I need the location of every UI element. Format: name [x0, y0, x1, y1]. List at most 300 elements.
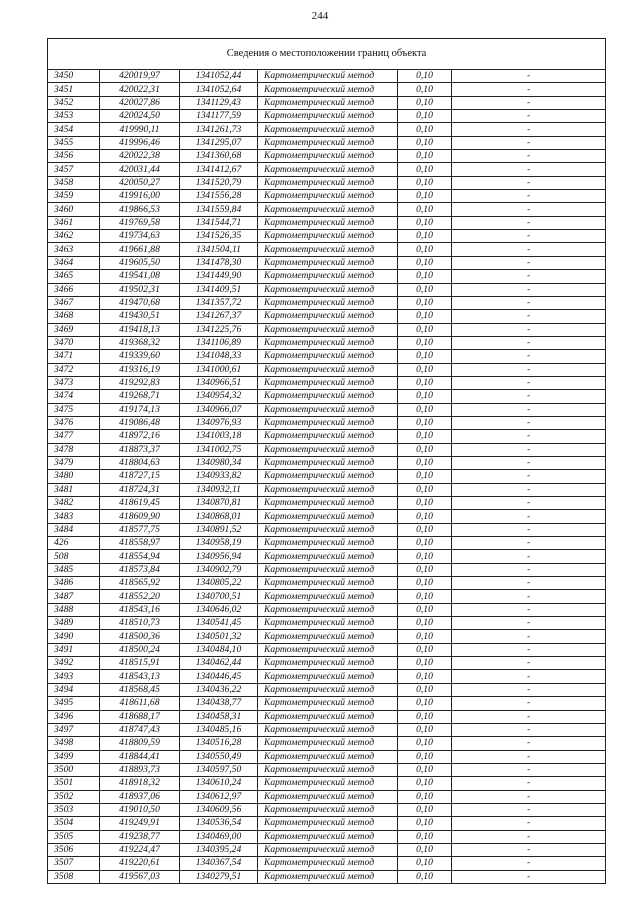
- table-row: [48, 416, 606, 429]
- method-cell: Картометрический метод: [258, 283, 398, 296]
- method-cell: Картометрический метод: [258, 617, 398, 630]
- method-cell: Картометрический метод: [258, 296, 398, 309]
- description-cell: -: [452, 310, 606, 323]
- coord-x-cell: 418500,36: [100, 630, 180, 643]
- table-row: [48, 310, 606, 323]
- coord-y-cell: 1340976,93: [180, 416, 258, 429]
- accuracy-cell: 0,10: [398, 243, 452, 256]
- coord-x-cell: 419292,83: [100, 376, 180, 389]
- point-number-cell: 3457: [48, 163, 100, 176]
- point-number-cell: 3475: [48, 403, 100, 416]
- coord-y-cell: 1341129,43: [180, 96, 258, 109]
- table-row: [48, 697, 606, 710]
- point-number-cell: 3494: [48, 683, 100, 696]
- description-cell: -: [452, 363, 606, 376]
- table-row: [48, 256, 606, 269]
- coord-x-cell: 419916,00: [100, 190, 180, 203]
- coord-y-cell: 1340612,97: [180, 790, 258, 803]
- description-cell: -: [452, 790, 606, 803]
- point-number-cell: 3467: [48, 296, 100, 309]
- accuracy-cell: 0,10: [398, 96, 452, 109]
- method-cell: Картометрический метод: [258, 403, 398, 416]
- coord-y-cell: 1341409,51: [180, 283, 258, 296]
- method-cell: Картометрический метод: [258, 243, 398, 256]
- table-row: [48, 216, 606, 229]
- accuracy-cell: 0,10: [398, 150, 452, 163]
- method-cell: Картометрический метод: [258, 630, 398, 643]
- method-cell: Картометрический метод: [258, 83, 398, 96]
- accuracy-cell: 0,10: [398, 310, 452, 323]
- point-number-cell: 3501: [48, 777, 100, 790]
- accuracy-cell: 0,10: [398, 443, 452, 456]
- accuracy-cell: 0,10: [398, 870, 452, 883]
- table-row: [48, 163, 606, 176]
- coord-x-cell: 418918,32: [100, 777, 180, 790]
- table-row: [48, 203, 606, 216]
- coord-y-cell: 1341225,76: [180, 323, 258, 336]
- point-number-cell: 3452: [48, 96, 100, 109]
- coord-x-cell: 419605,50: [100, 256, 180, 269]
- coord-y-cell: 1340446,45: [180, 670, 258, 683]
- table-row: [48, 683, 606, 696]
- accuracy-cell: 0,10: [398, 83, 452, 96]
- method-cell: Картометрический метод: [258, 603, 398, 616]
- table-row: [48, 190, 606, 203]
- accuracy-cell: 0,10: [398, 123, 452, 136]
- boundary-table-body: [48, 39, 606, 884]
- table-row: [48, 176, 606, 189]
- point-number-cell: 3478: [48, 443, 100, 456]
- method-cell: Картометрический метод: [258, 163, 398, 176]
- accuracy-cell: 0,10: [398, 617, 452, 630]
- method-cell: Картометрический метод: [258, 470, 398, 483]
- description-cell: -: [452, 203, 606, 216]
- point-number-cell: 3495: [48, 697, 100, 710]
- table-row: [48, 403, 606, 416]
- coord-x-cell: 418972,16: [100, 430, 180, 443]
- description-cell: -: [452, 390, 606, 403]
- coord-y-cell: 1341357,72: [180, 296, 258, 309]
- table-row: [48, 83, 606, 96]
- coord-y-cell: 1340458,31: [180, 710, 258, 723]
- accuracy-cell: 0,10: [398, 296, 452, 309]
- table-row: [48, 843, 606, 856]
- coord-y-cell: 1340956,94: [180, 550, 258, 563]
- table-row: [48, 123, 606, 136]
- description-cell: -: [452, 857, 606, 870]
- page-number: 244: [311, 10, 329, 22]
- coord-y-cell: 1341526,35: [180, 230, 258, 243]
- coord-x-cell: 418515,91: [100, 657, 180, 670]
- table-row: [48, 563, 606, 576]
- description-cell: -: [452, 803, 606, 816]
- point-number-cell: 3496: [48, 710, 100, 723]
- table-row: [48, 70, 606, 83]
- accuracy-cell: 0,10: [398, 817, 452, 830]
- description-cell: -: [452, 750, 606, 763]
- coord-x-cell: 419866,53: [100, 203, 180, 216]
- point-number-cell: 3507: [48, 857, 100, 870]
- coord-x-cell: 419238,77: [100, 830, 180, 843]
- point-number-cell: 3477: [48, 430, 100, 443]
- description-cell: -: [452, 70, 606, 83]
- accuracy-cell: 0,10: [398, 697, 452, 710]
- method-cell: Картометрический метод: [258, 256, 398, 269]
- description-cell: -: [452, 763, 606, 776]
- description-cell: -: [452, 683, 606, 696]
- point-number-cell: 3493: [48, 670, 100, 683]
- point-number-cell: 508: [48, 550, 100, 563]
- method-cell: Картометрический метод: [258, 537, 398, 550]
- coord-x-cell: 419010,50: [100, 803, 180, 816]
- table-row: [48, 230, 606, 243]
- coord-x-cell: 418747,43: [100, 723, 180, 736]
- coord-y-cell: 1341559,84: [180, 203, 258, 216]
- description-cell: -: [452, 617, 606, 630]
- description-cell: -: [452, 563, 606, 576]
- coord-y-cell: 1340805,22: [180, 577, 258, 590]
- method-cell: Картометрический метод: [258, 190, 398, 203]
- method-cell: Картометрический метод: [258, 803, 398, 816]
- coord-y-cell: 1340484,10: [180, 643, 258, 656]
- point-number-cell: 3484: [48, 523, 100, 536]
- table-row: [48, 643, 606, 656]
- coord-y-cell: 1341544,71: [180, 216, 258, 229]
- coord-x-cell: 418568,45: [100, 683, 180, 696]
- method-cell: Картометрический метод: [258, 710, 398, 723]
- coord-x-cell: 419734,63: [100, 230, 180, 243]
- point-number-cell: 3460: [48, 203, 100, 216]
- accuracy-cell: 0,10: [398, 630, 452, 643]
- method-cell: Картометрический метод: [258, 577, 398, 590]
- coord-y-cell: 1341003,18: [180, 430, 258, 443]
- coord-y-cell: 1340966,07: [180, 403, 258, 416]
- table-row: [48, 136, 606, 149]
- point-number-cell: 3489: [48, 617, 100, 630]
- coord-y-cell: 1340891,52: [180, 523, 258, 536]
- method-cell: Картометрический метод: [258, 763, 398, 776]
- description-cell: -: [452, 190, 606, 203]
- point-number-cell: 3498: [48, 737, 100, 750]
- coord-x-cell: 419541,08: [100, 270, 180, 283]
- table-row: [48, 497, 606, 510]
- coord-y-cell: 1341295,07: [180, 136, 258, 149]
- description-cell: -: [452, 550, 606, 563]
- coord-x-cell: 418609,90: [100, 510, 180, 523]
- description-cell: -: [452, 416, 606, 429]
- accuracy-cell: 0,10: [398, 390, 452, 403]
- coord-x-cell: 418727,15: [100, 470, 180, 483]
- accuracy-cell: 0,10: [398, 483, 452, 496]
- method-cell: Картометрический метод: [258, 96, 398, 109]
- description-cell: -: [452, 523, 606, 536]
- coord-y-cell: 1340469,00: [180, 830, 258, 843]
- method-cell: Картометрический метод: [258, 70, 398, 83]
- accuracy-cell: 0,10: [398, 710, 452, 723]
- table-row: [48, 350, 606, 363]
- table-row: [48, 577, 606, 590]
- description-cell: -: [452, 136, 606, 149]
- method-cell: Картометрический метод: [258, 870, 398, 883]
- method-cell: Картометрический метод: [258, 230, 398, 243]
- coord-y-cell: 1340462,44: [180, 657, 258, 670]
- table-row: [48, 603, 606, 616]
- point-number-cell: 3466: [48, 283, 100, 296]
- point-number-cell: 3506: [48, 843, 100, 856]
- table-row: [48, 803, 606, 816]
- description-cell: -: [452, 456, 606, 469]
- coord-y-cell: 1341520,79: [180, 176, 258, 189]
- table-row: [48, 483, 606, 496]
- point-number-cell: 3502: [48, 790, 100, 803]
- coord-x-cell: 419990,11: [100, 123, 180, 136]
- table-row: [48, 657, 606, 670]
- table-row: [48, 443, 606, 456]
- accuracy-cell: 0,10: [398, 283, 452, 296]
- method-cell: Картометрический метод: [258, 216, 398, 229]
- description-cell: -: [452, 403, 606, 416]
- description-cell: -: [452, 710, 606, 723]
- description-cell: -: [452, 723, 606, 736]
- coord-y-cell: 1340980,34: [180, 456, 258, 469]
- description-cell: -: [452, 470, 606, 483]
- coord-x-cell: 419996,46: [100, 136, 180, 149]
- method-cell: Картометрический метод: [258, 510, 398, 523]
- description-cell: -: [452, 336, 606, 349]
- point-number-cell: 3486: [48, 577, 100, 590]
- table-row: [48, 336, 606, 349]
- method-cell: Картометрический метод: [258, 483, 398, 496]
- method-cell: Картометрический метод: [258, 376, 398, 389]
- table-row: [48, 857, 606, 870]
- coord-y-cell: 1340485,16: [180, 723, 258, 736]
- point-number-cell: 3491: [48, 643, 100, 656]
- accuracy-cell: 0,10: [398, 643, 452, 656]
- coord-x-cell: 419567,03: [100, 870, 180, 883]
- coord-y-cell: 1340870,81: [180, 497, 258, 510]
- point-number-cell: 3499: [48, 750, 100, 763]
- accuracy-cell: 0,10: [398, 550, 452, 563]
- coord-x-cell: 419470,68: [100, 296, 180, 309]
- table-row: [48, 710, 606, 723]
- point-number-cell: 3462: [48, 230, 100, 243]
- coord-y-cell: 1341106,89: [180, 336, 258, 349]
- point-number-cell: 3479: [48, 456, 100, 469]
- accuracy-cell: 0,10: [398, 510, 452, 523]
- method-cell: Картометрический метод: [258, 310, 398, 323]
- table-row: [48, 537, 606, 550]
- point-number-cell: 3480: [48, 470, 100, 483]
- point-number-cell: 3464: [48, 256, 100, 269]
- coord-y-cell: 1341261,73: [180, 123, 258, 136]
- accuracy-cell: 0,10: [398, 603, 452, 616]
- coord-y-cell: 1341478,30: [180, 256, 258, 269]
- description-cell: -: [452, 510, 606, 523]
- method-cell: Картометрический метод: [258, 683, 398, 696]
- accuracy-cell: 0,10: [398, 763, 452, 776]
- coord-y-cell: 1340597,50: [180, 763, 258, 776]
- point-number-cell: 3485: [48, 563, 100, 576]
- coord-x-cell: 418844,41: [100, 750, 180, 763]
- accuracy-cell: 0,10: [398, 523, 452, 536]
- coord-y-cell: 1341412,67: [180, 163, 258, 176]
- method-cell: Картометрический метод: [258, 336, 398, 349]
- accuracy-cell: 0,10: [398, 750, 452, 763]
- point-number-cell: 3482: [48, 497, 100, 510]
- table-row: [48, 870, 606, 883]
- coord-x-cell: 418873,37: [100, 443, 180, 456]
- coord-y-cell: 1340436,22: [180, 683, 258, 696]
- description-cell: -: [452, 443, 606, 456]
- coord-x-cell: 420031,44: [100, 163, 180, 176]
- table-row: [48, 550, 606, 563]
- description-cell: -: [452, 483, 606, 496]
- accuracy-cell: 0,10: [398, 430, 452, 443]
- coord-y-cell: 1340646,02: [180, 603, 258, 616]
- method-cell: Картометрический метод: [258, 416, 398, 429]
- method-cell: Картометрический метод: [258, 390, 398, 403]
- description-cell: -: [452, 296, 606, 309]
- description-cell: -: [452, 537, 606, 550]
- table-row: [48, 283, 606, 296]
- point-number-cell: 3481: [48, 483, 100, 496]
- coord-x-cell: 419086,48: [100, 416, 180, 429]
- point-number-cell: 3471: [48, 350, 100, 363]
- point-number-cell: 3463: [48, 243, 100, 256]
- method-cell: Картометрический метод: [258, 497, 398, 510]
- point-number-cell: 3451: [48, 83, 100, 96]
- point-number-cell: 3474: [48, 390, 100, 403]
- table-row: [48, 617, 606, 630]
- accuracy-cell: 0,10: [398, 670, 452, 683]
- table-row: [48, 750, 606, 763]
- method-cell: Картометрический метод: [258, 550, 398, 563]
- coord-y-cell: 1340868,01: [180, 510, 258, 523]
- point-number-cell: 3453: [48, 110, 100, 123]
- point-number-cell: 3454: [48, 123, 100, 136]
- coord-y-cell: 1340367,54: [180, 857, 258, 870]
- method-cell: Картометрический метод: [258, 323, 398, 336]
- coord-y-cell: 1340516,28: [180, 737, 258, 750]
- description-cell: -: [452, 777, 606, 790]
- table-row: [48, 630, 606, 643]
- accuracy-cell: 0,10: [398, 790, 452, 803]
- accuracy-cell: 0,10: [398, 777, 452, 790]
- description-cell: -: [452, 670, 606, 683]
- method-cell: Картометрический метод: [258, 723, 398, 736]
- coord-x-cell: 419769,58: [100, 216, 180, 229]
- description-cell: -: [452, 283, 606, 296]
- point-number-cell: 3456: [48, 150, 100, 163]
- description-cell: -: [452, 643, 606, 656]
- coord-x-cell: 419502,31: [100, 283, 180, 296]
- coord-y-cell: 1341360,68: [180, 150, 258, 163]
- point-number-cell: 3461: [48, 216, 100, 229]
- coord-y-cell: 1340541,45: [180, 617, 258, 630]
- point-number-cell: 3468: [48, 310, 100, 323]
- coord-y-cell: 1340902,79: [180, 563, 258, 576]
- coord-y-cell: 1340536,54: [180, 817, 258, 830]
- point-number-cell: 3470: [48, 336, 100, 349]
- accuracy-cell: 0,10: [398, 456, 452, 469]
- method-cell: Картометрический метод: [258, 750, 398, 763]
- coord-y-cell: 1340954,32: [180, 390, 258, 403]
- coord-x-cell: 418552,20: [100, 590, 180, 603]
- coord-x-cell: 418543,13: [100, 670, 180, 683]
- coord-x-cell: 418500,24: [100, 643, 180, 656]
- point-number-cell: 3508: [48, 870, 100, 883]
- method-cell: Картометрический метод: [258, 697, 398, 710]
- coord-y-cell: 1340501,32: [180, 630, 258, 643]
- table-row: [48, 777, 606, 790]
- coord-x-cell: 418804,63: [100, 456, 180, 469]
- method-cell: Картометрический метод: [258, 176, 398, 189]
- point-number-cell: 3469: [48, 323, 100, 336]
- point-number-cell: 3473: [48, 376, 100, 389]
- coord-x-cell: 418510,73: [100, 617, 180, 630]
- description-cell: -: [452, 376, 606, 389]
- coord-x-cell: 418577,75: [100, 523, 180, 536]
- table-row: [48, 523, 606, 536]
- table-row: [48, 830, 606, 843]
- description-cell: -: [452, 83, 606, 96]
- point-number-cell: 3458: [48, 176, 100, 189]
- description-cell: -: [452, 830, 606, 843]
- point-number-cell: 3487: [48, 590, 100, 603]
- method-cell: Картометрический метод: [258, 523, 398, 536]
- method-cell: Картометрический метод: [258, 777, 398, 790]
- description-cell: -: [452, 110, 606, 123]
- coord-x-cell: 420022,31: [100, 83, 180, 96]
- accuracy-cell: 0,10: [398, 723, 452, 736]
- accuracy-cell: 0,10: [398, 857, 452, 870]
- table-row: [48, 470, 606, 483]
- method-cell: Картометрический метод: [258, 203, 398, 216]
- point-number-cell: 3505: [48, 830, 100, 843]
- accuracy-cell: 0,10: [398, 216, 452, 229]
- coord-x-cell: 420019,97: [100, 70, 180, 83]
- method-cell: Картометрический метод: [258, 150, 398, 163]
- coord-x-cell: 419268,71: [100, 390, 180, 403]
- accuracy-cell: 0,10: [398, 363, 452, 376]
- coord-y-cell: 1341002,75: [180, 443, 258, 456]
- method-cell: Картометрический метод: [258, 563, 398, 576]
- coord-x-cell: 419430,51: [100, 310, 180, 323]
- method-cell: Картометрический метод: [258, 657, 398, 670]
- coord-y-cell: 1341052,44: [180, 70, 258, 83]
- coord-y-cell: 1340550,49: [180, 750, 258, 763]
- point-number-cell: 3503: [48, 803, 100, 816]
- coord-x-cell: 420024,50: [100, 110, 180, 123]
- description-cell: -: [452, 630, 606, 643]
- coord-x-cell: 418573,84: [100, 563, 180, 576]
- point-number-cell: 3483: [48, 510, 100, 523]
- table-title-row: [48, 39, 606, 70]
- coord-x-cell: 419174,13: [100, 403, 180, 416]
- table-row: [48, 510, 606, 523]
- coord-y-cell: 1341449,90: [180, 270, 258, 283]
- coord-y-cell: 1340932,11: [180, 483, 258, 496]
- table-row: [48, 150, 606, 163]
- description-cell: -: [452, 577, 606, 590]
- accuracy-cell: 0,10: [398, 270, 452, 283]
- coord-x-cell: 419249,91: [100, 817, 180, 830]
- coord-y-cell: 1340395,24: [180, 843, 258, 856]
- table-row: [48, 110, 606, 123]
- description-cell: -: [452, 176, 606, 189]
- method-cell: Картометрический метод: [258, 737, 398, 750]
- description-cell: -: [452, 243, 606, 256]
